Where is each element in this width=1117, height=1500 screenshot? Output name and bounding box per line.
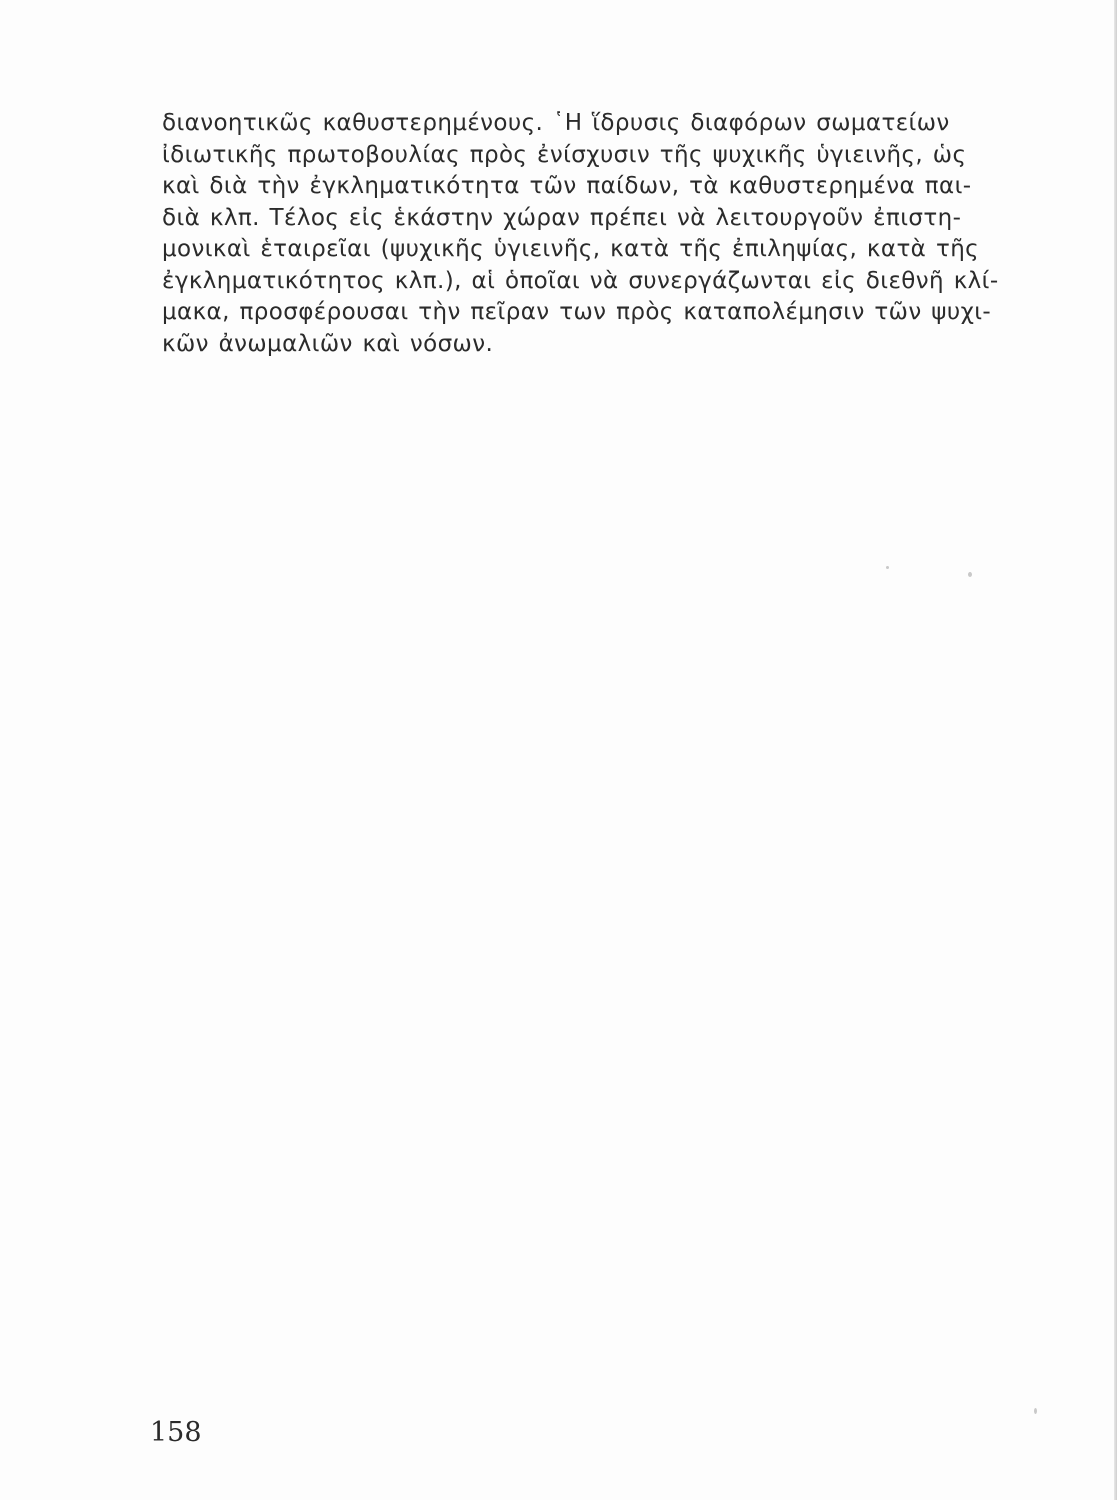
text-line: κῶν ἀνωμαλιῶν καὶ νόσων. (162, 330, 494, 357)
text-line: μακα, προσφέρουσαι τὴν πεῖραν των πρὸς καταπολέμησιν τῶν ψυχι- (162, 299, 992, 325)
scan-speck (1034, 1408, 1037, 1414)
page-number: 158 (150, 1417, 202, 1448)
text-line: καὶ διὰ τὴν ἐγκληματικότητα τῶν παίδων, τὰ καθυστερημένα παι- (162, 173, 972, 199)
text-line: ἰδιωτικῆς πρωτοβουλίας πρὸς ἐνίσχυσιν τῆς ψυχικῆς ὑγιεινῆς, ὡς (162, 141, 967, 168)
scan-speck (968, 572, 972, 577)
body-text (162, 108, 999, 360)
text-line: διὰ κλπ. Τέλος εἰς ἑκάστην χώραν πρέπει νὰ λειτουργοῦν ἐπιστη- (162, 204, 962, 231)
text-line: μονικαὶ ἑταιρεῖαι (ψυχικῆς ὑγιεινῆς, κατὰ τῆς ἐπιληψίας, κατὰ τῆς (162, 236, 980, 262)
scan-speck (886, 566, 889, 569)
text-line: ἐγκληματικότητος κλπ.), αἱ ὁποῖαι νὰ συνεργάζωνται εἰς διεθνῆ κλί- (162, 267, 999, 294)
text-line: διανοητικῶς καθυστερημένους. ῾Η ἵδρυσις διαφόρων σωματείων (162, 110, 950, 136)
